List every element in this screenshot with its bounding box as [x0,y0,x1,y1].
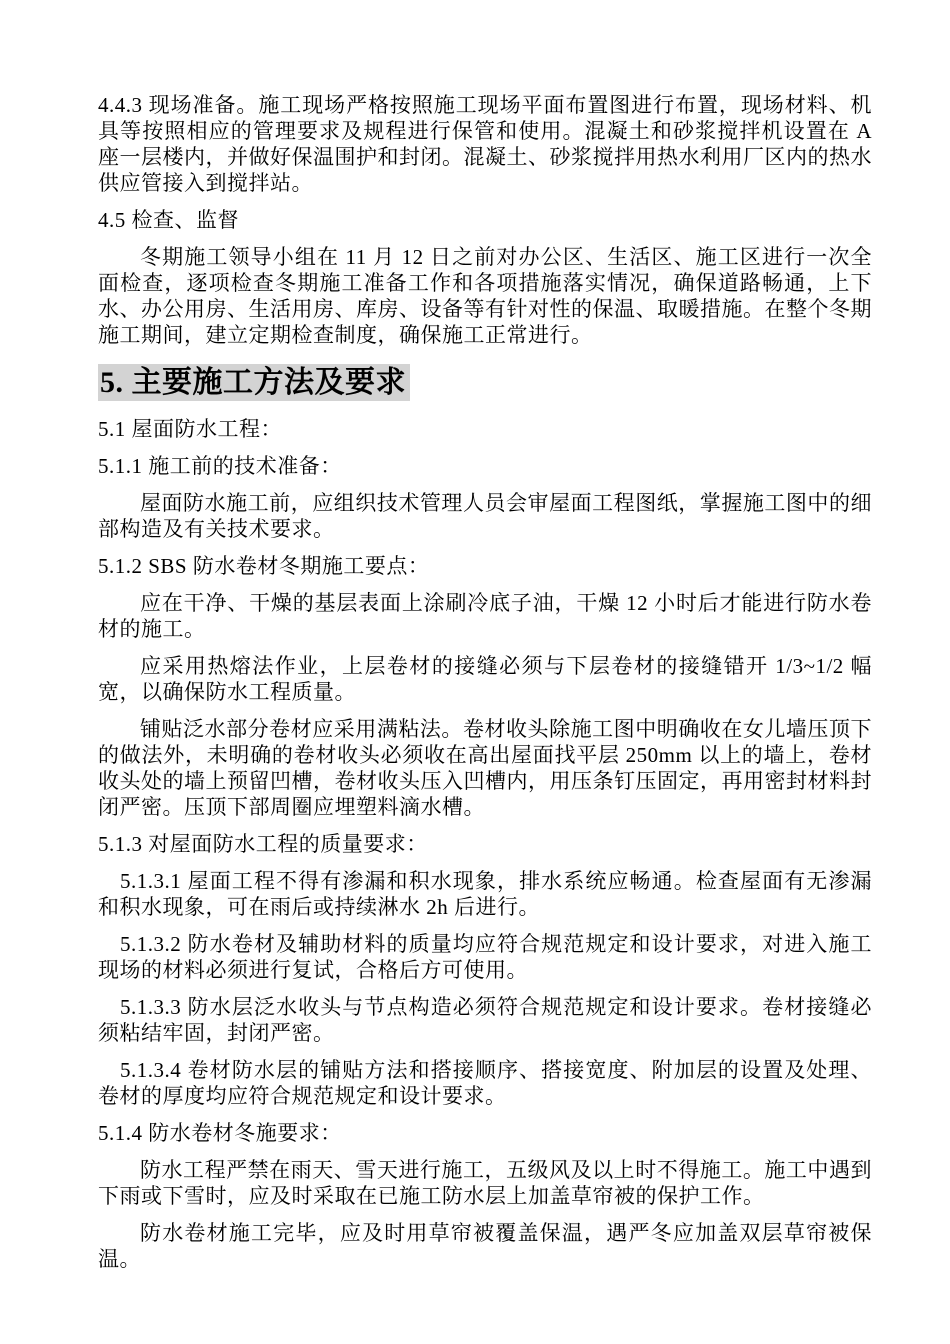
paragraph-winter-inspection: 冬期施工领导小组在 11 月 12 日之前对办公区、生活区、施工区进行一次全面检查，逐项检查冬期施工准备工作和各项措施落实情况，确保道路畅通，上下水、办公用房、生活用房、库房、设备等有针对性的保温、取暖措施。在整个冬期施工期间，建立定期检查制度，确保施工正常进行。 [98,245,872,347]
paragraph-sbs-hot-melt: 应采用热熔法作业，上层卷材的接缝必须与下层卷材的接缝错开 1/3~1/2 幅宽，以确保防水工程质量。 [98,654,872,704]
paragraph-sbs-flashing: 铺贴泛水部分卷材应采用满粘法。卷材收头除施工图中明确收在女儿墙压顶下的做法外，未明确的卷材收头必须收在高出屋面找平层 250mm 以上的墙上，卷材收头处的墙上预留凹槽，卷材收头压入凹槽内，用压条钉压固定，再用密封材料封闭严密。压顶下部周圈应埋塑料滴水槽。 [98,717,872,819]
heading-5-1-1-technical-preparation: 5.1.1 施工前的技术准备： [98,454,342,478]
heading-5-1-roof-waterproofing: 5.1 屋面防水工程： [98,417,282,441]
paragraph-5-1-3-1: 5.1.3.1 屋面工程不得有渗漏和积水现象，排水系统应畅通。检查屋面有无渗漏和积水现象，可在雨后或持续淋水 2h 后进行。 [98,869,872,919]
paragraph-winter-weather-restriction: 防水工程严禁在雨天、雪天进行施工，五级风及以上时不得施工。施工中遇到下雨或下雪时，应及时采取在已施工防水层上加盖草帘被的保护工作。 [98,1158,872,1208]
heading-4-5-inspection-supervision: 4.5 检查、监督 [98,208,239,232]
paragraph-winter-straw-cover: 防水卷材施工完毕，应及时用草帘被覆盖保温，遇严冬应加盖双层草帘被保温。 [98,1221,872,1271]
heading-5-1-2-sbs-membrane: 5.1.2 SBS 防水卷材冬期施工要点： [98,554,430,578]
chapter-heading-5-main-methods [98,363,872,403]
paragraph-5-1-3-3: 5.1.3.3 防水层泛水收头与节点构造必须符合规范规定和设计要求。卷材接缝必须粘结牢固，封闭严密。 [98,995,872,1045]
heading-5-1-3-quality-requirements: 5.1.3 对屋面防水工程的质量要求： [98,832,428,856]
heading-highlight: 5. 主要施工方法及要求 [98,364,410,401]
paragraph-5-1-1-body: 屋面防水施工前，应组织技术管理人员会审屋面工程图纸，掌握施工图中的细部构造及有关技术要求。 [98,491,872,541]
heading-5-1-4-winter-requirements: 5.1.4 防水卷材冬施要求： [98,1121,342,1145]
paragraph-5-1-3-2: 5.1.3.2 防水卷材及辅助材料的质量均应符合规范规定和设计要求，对进入施工现场的材料必须进行复试，合格后方可使用。 [98,932,872,982]
paragraph-sbs-primer: 应在干净、干燥的基层表面上涂刷冷底子油，干燥 12 小时后才能进行防水卷材的施工。 [98,591,872,641]
paragraph-5-1-3-4: 5.1.3.4 卷材防水层的铺贴方法和搭接顺序、搭接宽度、附加层的设置及处理、卷材的厚度均应符合规范规定和设计要求。 [98,1058,872,1108]
paragraph-4-4-3-site-preparation: 4.4.3 现场准备。施工现场严格按照施工现场平面布置图进行布置，现场材料、机具等按照相应的管理要求及规程进行保管和使用。混凝土和砂浆搅拌机设置在 A 座一层楼内，并做好保温围护和封闭。混凝土、砂浆搅拌用热水利用厂区内的热水供应管接入到搅拌站。 [98,93,872,195]
